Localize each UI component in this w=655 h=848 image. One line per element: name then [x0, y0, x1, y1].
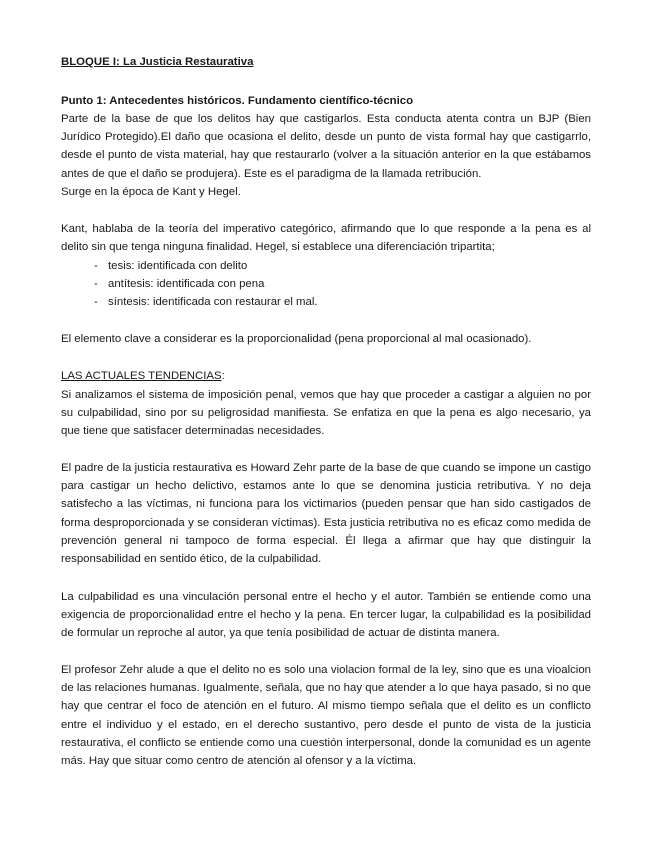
tendencias-heading-text: LAS ACTUALES TENDENCIAS: [61, 370, 222, 382]
paragraph-retribucion: Parte de la base de que los delitos hay que castigarlos. Esta conducta atenta contra un BJP (Bien Jurídico Protegido).El daño que ocasiona el delito, desde un punto de vista formal hay que castigarrlo, desde el punto de vista material, hay que restaurarlo (volver a la situación anterior en la que estábamos antes de que el daño se produjera). Este es el paradigma de la llamada retribución.: [61, 113, 591, 180]
section-heading-punto-1: Punto 1: Antecedentes históricos. Fundamento científico-técnico: [61, 95, 414, 107]
paragraph-proporcionalidad: El elemento clave a considerar es la proporcionalidad (pena proporcional al mal ocasionado).: [61, 333, 532, 345]
list-item: - síntesis: identificada con restaurar el mal.: [61, 293, 591, 311]
paragraph-howard-zehr: El padre de la justicia restaurativa es Howard Zehr parte de la base de que cuando se impone un castigo para castigar un hecho delictivo, estamos ante lo que se denomina justicia retributiva. Y no deja satisfecho a las víctimas, ni funciona para los victimarios (pueden pensar que han sido castigados de forma desproporcionada y se consideran víctimas). Esta justicia retributiva no es eficaz como medida de prevención general ni tampoco de forma especial. Él llega a afirmar que hay que distinguir la responsabilidad en sentido ético, de la culpabilidad.: [61, 462, 591, 566]
section-heading-tendencias: [61, 367, 591, 385]
paragraph-sistema-penal: Si analizamos el sistema de imposición penal, vemos que hay que proceder a castigar a alguien no por su culpabilidad, sino por su peligrosidad manifiesta. Se enfatiza en que la pena es algo necesario, ya que tiene que satisfacer determinadas necesidades.: [61, 389, 591, 438]
paragraph-culpabilidad: La culpabilidad es una vinculación personal entre el hecho y el autor. También se entiende como una exigencia de proporcionalidad entre el hecho y la pena. En tercer lugar, la culpabilidad es la posibilidad de formular un reproche al autor, ya que tenía posibilidad de actuar de distinta manera.: [61, 591, 591, 640]
paragraph-kant-hegel-origin: Surge en la época de Kant y Hegel.: [61, 186, 241, 198]
paragraph-profesor-zehr: El profesor Zehr alude a que el delito no es solo una violacion formal de la ley, sino que es una vioalcion de las relaciones humanas. Igualmente, señala, que no hay que atender a lo que haya pasado, si no que hay que centrar el foco de atención en el futuro. Al mismo tiempo señala que el delito es un conflicto entre el individuo y el estado, en el derecho sustantivo, pero desde el punto de vista de la justicia restaurativa, el conflicto se entiende como una cuestión interpersonal, donde la comunidad es un agente más. Hay que situar como centro de atención al ofensor y a la víctima.: [61, 664, 591, 768]
document-title: BLOQUE I: La Justicia Restaurativa: [61, 56, 254, 68]
tendencias-heading-colon: :: [221, 370, 225, 382]
list-item: - tesis: identificada con delito: [61, 257, 591, 275]
paragraph-kant-hegel: Kant, hablaba de la teoría del imperativo categórico, afirmando que lo que responde a la pena es al delito sin que tenga ninguna finalidad. Hegel, si establece una diferenciación tripartita;: [61, 223, 591, 254]
list-item: - antítesis: identificada con pena: [61, 275, 591, 293]
tripartite-list: [61, 257, 591, 312]
